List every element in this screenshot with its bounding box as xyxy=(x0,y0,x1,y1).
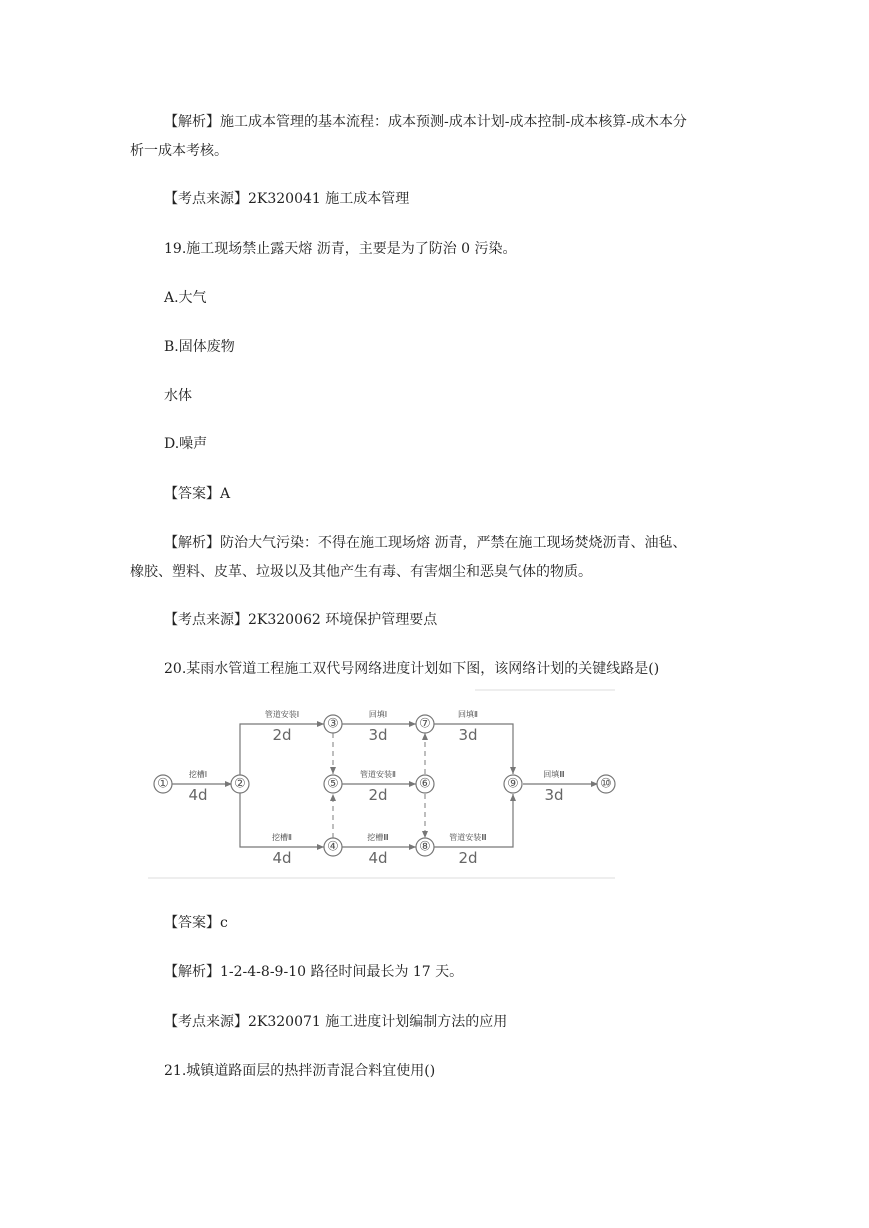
option-a: A.大气 xyxy=(164,290,207,306)
arrowhead xyxy=(510,794,516,801)
svg-text:①: ① xyxy=(157,776,169,792)
work-name-4-8: 挖槽Ⅲ xyxy=(367,833,389,842)
question-19: 19.施工现场禁止露天熔 沥青，主要是为了防治 0 污染。 xyxy=(164,241,517,257)
source-line-q20: 【考点来源】2K320071 施工进度计划编制方法的应用 xyxy=(164,1014,508,1030)
answer-19: 【答案】A xyxy=(164,486,231,502)
arrowhead xyxy=(422,733,428,740)
svg-text:⑩: ⑩ xyxy=(600,776,612,792)
node-5 xyxy=(324,775,342,793)
source-line-q19: 【考点来源】2K320062 环境保护管理要点 xyxy=(164,612,438,628)
analysis-19-line-1: 【解析】防治大气污染：不得在施工现场熔 沥青，严禁在施工现场焚烧沥青、油毡、 xyxy=(164,535,687,551)
work-duration-7-9: 3d xyxy=(458,726,478,744)
work-duration-2-4: 4d xyxy=(272,849,292,867)
arrowhead xyxy=(409,781,416,787)
svg-text:⑤: ⑤ xyxy=(327,776,339,792)
work-duration-3-7: 3d xyxy=(368,726,388,744)
node-7 xyxy=(416,715,434,733)
option-c: 水体 xyxy=(164,388,192,404)
answer-20: 【答案】c xyxy=(164,915,228,931)
node-10 xyxy=(597,775,615,793)
svg-text:②: ② xyxy=(234,776,246,792)
arrowhead xyxy=(317,721,324,727)
arrowhead xyxy=(409,721,416,727)
node-9 xyxy=(504,775,522,793)
svg-text:③: ③ xyxy=(327,716,339,732)
svg-text:⑥: ⑥ xyxy=(419,776,431,792)
network-schedule-diagram xyxy=(140,686,620,882)
source-line-q18: 【考点来源】2K320041 施工成本管理 xyxy=(164,191,410,207)
node-6 xyxy=(416,775,434,793)
node-3 xyxy=(324,715,342,733)
work-duration-5-6: 2d xyxy=(368,786,388,804)
work-duration-2-3: 2d xyxy=(272,726,292,744)
work-duration-1-2: 4d xyxy=(188,786,208,804)
arrowhead xyxy=(422,831,428,838)
work-name-3-7: 回填Ⅰ xyxy=(368,710,388,719)
node-4 xyxy=(324,838,342,856)
analysis-20: 【解析】1-2-4-8-9-10 路径时间最长为 17 天。 xyxy=(164,964,464,980)
work-name-7-9: 回填Ⅱ xyxy=(458,710,478,719)
arrowhead xyxy=(317,844,324,850)
arrowhead xyxy=(330,767,336,774)
option-d: D.噪声 xyxy=(164,436,208,452)
work-name-5-6: 管道安装Ⅱ xyxy=(360,770,396,779)
work-name-1-2: 挖槽Ⅰ xyxy=(188,770,208,779)
work-name-8-9: 管道安装Ⅲ xyxy=(449,833,487,842)
arrowhead xyxy=(409,844,416,850)
analysis-19-line-2: 橡胶、塑料、皮革、垃圾以及其他产生有毒、有害烟尘和恶臭气体的物质。 xyxy=(130,564,592,580)
option-b: B.固体废物 xyxy=(164,339,235,355)
work-duration-8-9: 2d xyxy=(458,849,478,867)
analysis-line-2: 析一成本考核。 xyxy=(130,143,228,159)
question-21: 21.城镇道路面层的热拌沥青混合料宜使用() xyxy=(164,1063,436,1079)
analysis-line-1: 【解析】施工成本管理的基本流程：成本预测-成本计划-成本控制-成本核算-成木本分 xyxy=(164,114,687,130)
work-name-9-10: 回填Ⅲ xyxy=(543,770,565,779)
svg-text:⑦: ⑦ xyxy=(419,716,431,732)
node-1 xyxy=(154,775,172,793)
work-duration-9-10: 3d xyxy=(544,786,564,804)
svg-text:⑧: ⑧ xyxy=(419,839,431,855)
node-8 xyxy=(416,838,434,856)
question-20: 20.某雨水管道工程施工双代号网络进度计划如下图，该网络计划的关键线路是() xyxy=(164,661,660,677)
work-name-2-4: 挖槽Ⅱ xyxy=(272,833,292,842)
arrowhead xyxy=(330,794,336,801)
work-name-2-3: 管道安装Ⅰ xyxy=(264,710,300,719)
work-duration-4-8: 4d xyxy=(368,849,388,867)
svg-text:④: ④ xyxy=(327,839,339,855)
arrowhead xyxy=(510,767,516,774)
node-2 xyxy=(231,775,249,793)
svg-text:⑨: ⑨ xyxy=(507,776,519,792)
